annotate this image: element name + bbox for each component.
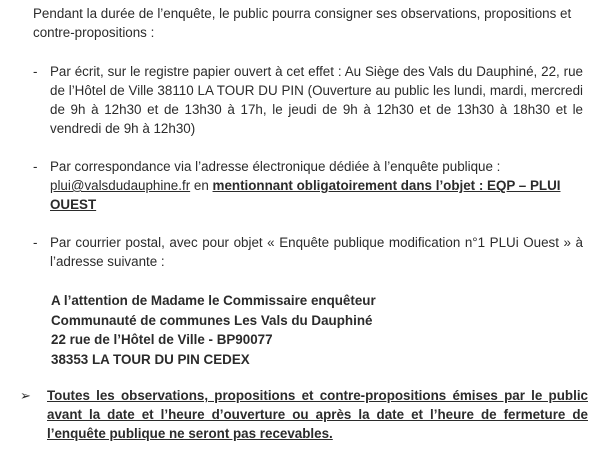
notice-paragraph <box>20 386 588 443</box>
address-line-recipient: A l’attention de Madame le Commissaire enquêteur <box>51 293 376 308</box>
address-line-organization: Communauté de communes Les Vals du Dauphiné <box>51 312 373 328</box>
bullet-email <box>33 157 583 214</box>
bullet-postal <box>33 233 583 271</box>
bullet-dash: - <box>33 64 38 79</box>
email-connector: en <box>193 178 209 193</box>
email-link[interactable]: plui@valsdudauphine.fr <box>50 178 191 193</box>
address-line-city: 38353 LA TOUR DU PIN CEDEX <box>51 351 250 367</box>
bullet-written <box>33 62 583 138</box>
bullet-dash: - <box>33 235 38 250</box>
bullet-written-text: Par écrit, sur le registre papier ouvert à cet effet : Au Siège des Vals du Dauphiné, 22, rue de l’Hôtel de Ville 38110 LA TOUR DU PIN (Ouverture au public les lundi, mardi, mercredi de 9h à 12h30 et de 13h30 à 17h, le jeudi de 9h à 12h30 et de 13h30 à 18h30 et le vendredi de 9h à 12h30) <box>50 64 583 136</box>
intro-paragraph: Pendant la durée de l’enquête, le public pourra consigner ses observations, propositions et contre-propositions : <box>33 6 572 40</box>
notice-text: Toutes les observations, propositions et contre-propositions émises par le public avant la date et l’heure d’ouverture ou après la date et l’heure de fermeture de l’enquête publique ne seront pas recevables. <box>47 388 588 441</box>
bullet-email-text: Par correspondance via l’adresse électronique dédiée à l’enquête publique : <box>50 159 501 174</box>
email-subject-requirement: mentionnant obligatoirement dans l’objet : EQP – PLUI OUEST <box>50 178 561 212</box>
address-line-street: 22 rue de l’Hôtel de Ville - BP90077 <box>51 332 273 347</box>
bullet-postal-text: Par courrier postal, avec pour objet « Enquête publique modification n°1 PLUi Ouest » à l’adresse suivante : <box>50 235 583 269</box>
arrow-bullet-icon: ➢ <box>20 388 31 403</box>
bullet-dash: - <box>33 159 38 174</box>
postal-address <box>51 291 376 369</box>
